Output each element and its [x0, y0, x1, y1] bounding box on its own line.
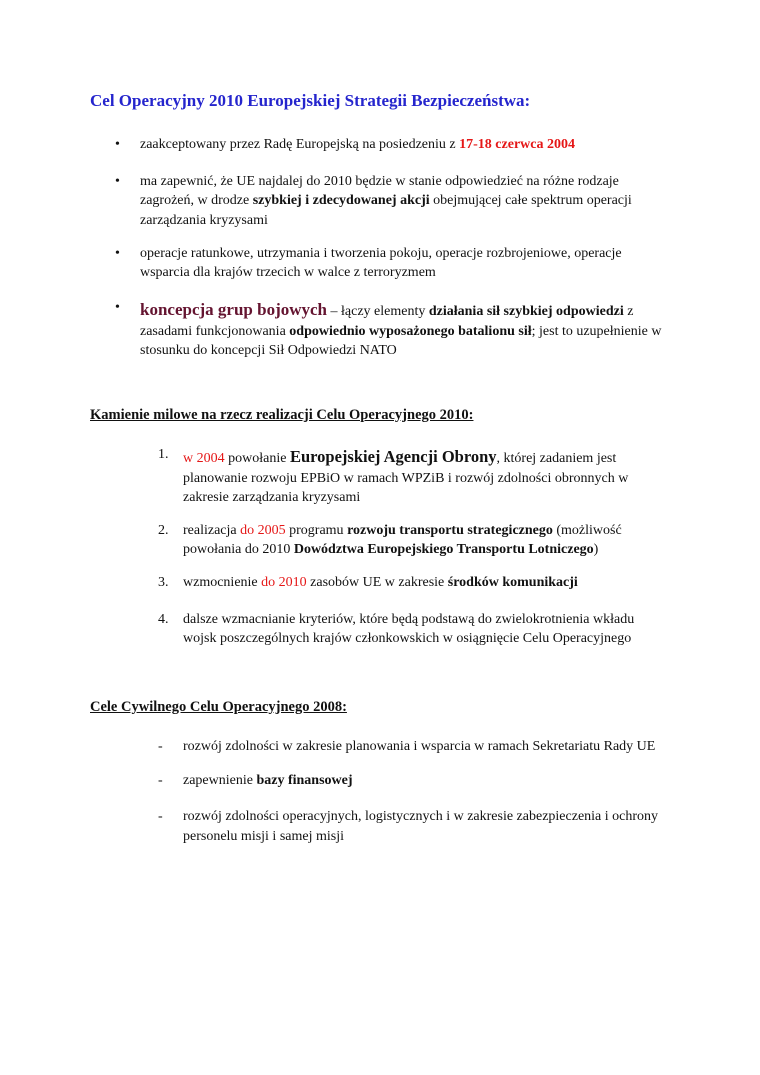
- document-title: [90, 90, 665, 111]
- emphasis-text: rozwoju transportu strategicznego: [347, 522, 553, 538]
- milestones-heading: Kamienie milowe na rzecz realizacji Celu Operacyjnego 2010:: [90, 406, 474, 423]
- numbered-item: [90, 610, 665, 649]
- battlegroups-concept-highlight: koncepcja grup bojowych: [140, 299, 328, 319]
- text-segment: , której zadaniem jest planowanie rozwoju EPBiO w ramach WPZiB i rozwój zdolności obronnych w zakresie zarządzania kryzysami: [183, 451, 629, 506]
- number-marker: 3.: [158, 575, 169, 591]
- list-item: [90, 298, 665, 361]
- emphasis-text: działania sił szybkiej odpowiedzi: [428, 303, 624, 319]
- text-segment: obejmującej całe spektrum operacji zarządzania kryzysami: [140, 193, 632, 229]
- list-item-text: [140, 244, 665, 283]
- civilian-dash-list: [90, 737, 665, 846]
- emphasis-text: odpowiednio wyposażonego batalionu sił: [289, 323, 532, 339]
- bullet-marker: •: [115, 245, 120, 261]
- emphasis-text: bazy finansowej: [256, 772, 353, 788]
- text-segment: (możliwość powołania do 2010: [183, 522, 622, 558]
- civilian-goals-heading: Cele Cywilnego Celu Operacyjnego 2008:: [90, 698, 347, 715]
- text-segment: z zasadami funkcjonowania: [140, 303, 634, 339]
- text-segment: realizacja: [183, 522, 241, 538]
- text-segment: wzmocnienie: [183, 575, 262, 591]
- list-item-text: [183, 521, 665, 560]
- number-marker: 4.: [158, 611, 169, 627]
- emphasis-text: Dowództwa Europejskiego Transportu Lotniczego: [293, 542, 594, 558]
- emphasis-text: środków komunikacji: [447, 575, 578, 591]
- text-segment: operacje ratunkowe, utrzymania i tworzenia pokoju, operacje rozbrojeniowe, operacje wsparcia dla krajów trzecich w walce z terroryzmem: [140, 245, 622, 281]
- dash-item: [90, 737, 665, 757]
- date-highlight: w 2004: [183, 451, 225, 467]
- dash-item: [90, 807, 665, 846]
- text-segment: zasobów UE w zakresie: [306, 575, 448, 591]
- list-item: [90, 135, 665, 155]
- document-title-text: Cel Operacyjny 2010 Europejskiej Strategii Bezpieczeństwa:: [90, 91, 531, 110]
- text-segment: dalsze wzmacnianie kryteriów, które będą podstawą do zwielokrotnienia wkładu wojsk poszczególnych krajów członkowskich w osiągnięcie Celu Operacyjnego: [183, 611, 635, 647]
- text-segment: ): [593, 542, 599, 558]
- list-item-text: [183, 573, 665, 593]
- eda-highlight: Europejskiej Agencji Obrony: [289, 447, 497, 467]
- list-item-text: [140, 172, 665, 231]
- number-marker: 2.: [158, 522, 169, 538]
- text-segment: powołanie: [224, 451, 290, 467]
- text-segment: programu: [285, 522, 348, 538]
- text-segment: – łączy elementy: [327, 303, 429, 319]
- numbered-item: [90, 573, 665, 593]
- dash-item: [90, 771, 665, 791]
- text-segment: zapewnienie: [183, 772, 257, 788]
- number-marker: 1.: [158, 447, 169, 463]
- list-item-text: [183, 771, 665, 791]
- list-item-text: [183, 737, 665, 757]
- date-highlight: do 2005: [240, 522, 286, 538]
- dash-marker: -: [158, 772, 163, 788]
- bullet-marker: •: [115, 173, 120, 189]
- text-segment: ; jest to uzupełnienie w stosunku do koncepcji Sił Odpowiedzi NATO: [140, 323, 662, 359]
- list-item-text: [140, 298, 665, 361]
- date-highlight: do 2010: [261, 575, 307, 591]
- list-item-text: [183, 807, 665, 846]
- dash-marker: -: [158, 739, 163, 755]
- list-item-text: [140, 135, 665, 155]
- dash-marker: -: [158, 809, 163, 825]
- text-segment: ma zapewnić, że UE najdalej do 2010 będzie w stanie odpowiedzieć na różne rodzaje zagrożeń, w drodze: [140, 173, 619, 209]
- goal-bullet-list: [90, 135, 665, 361]
- date-highlight: 17-18 czerwca 2004: [459, 137, 575, 153]
- text-segment: zaakceptowany przez Radę Europejską na posiedzeniu z: [140, 137, 460, 153]
- text-segment: rozwój zdolności operacyjnych, logistycznych i w zakresie zabezpieczenia i ochrony personelu misji i samej misji: [183, 809, 659, 844]
- numbered-item: [90, 521, 665, 560]
- list-item-text: [183, 610, 665, 649]
- list-item: [90, 244, 665, 283]
- numbered-item: [90, 445, 665, 508]
- list-item: [90, 172, 665, 231]
- text-segment: rozwój zdolności w zakresie planowania i wsparcia w ramach Sekretariatu Rady UE: [183, 739, 656, 755]
- list-item-text: [183, 445, 665, 508]
- bullet-marker: •: [115, 137, 120, 153]
- milestones-numbered-list: [90, 445, 665, 649]
- bullet-marker: •: [115, 299, 120, 315]
- emphasis-text: szybkiej i zdecydowanej akcji: [252, 193, 430, 209]
